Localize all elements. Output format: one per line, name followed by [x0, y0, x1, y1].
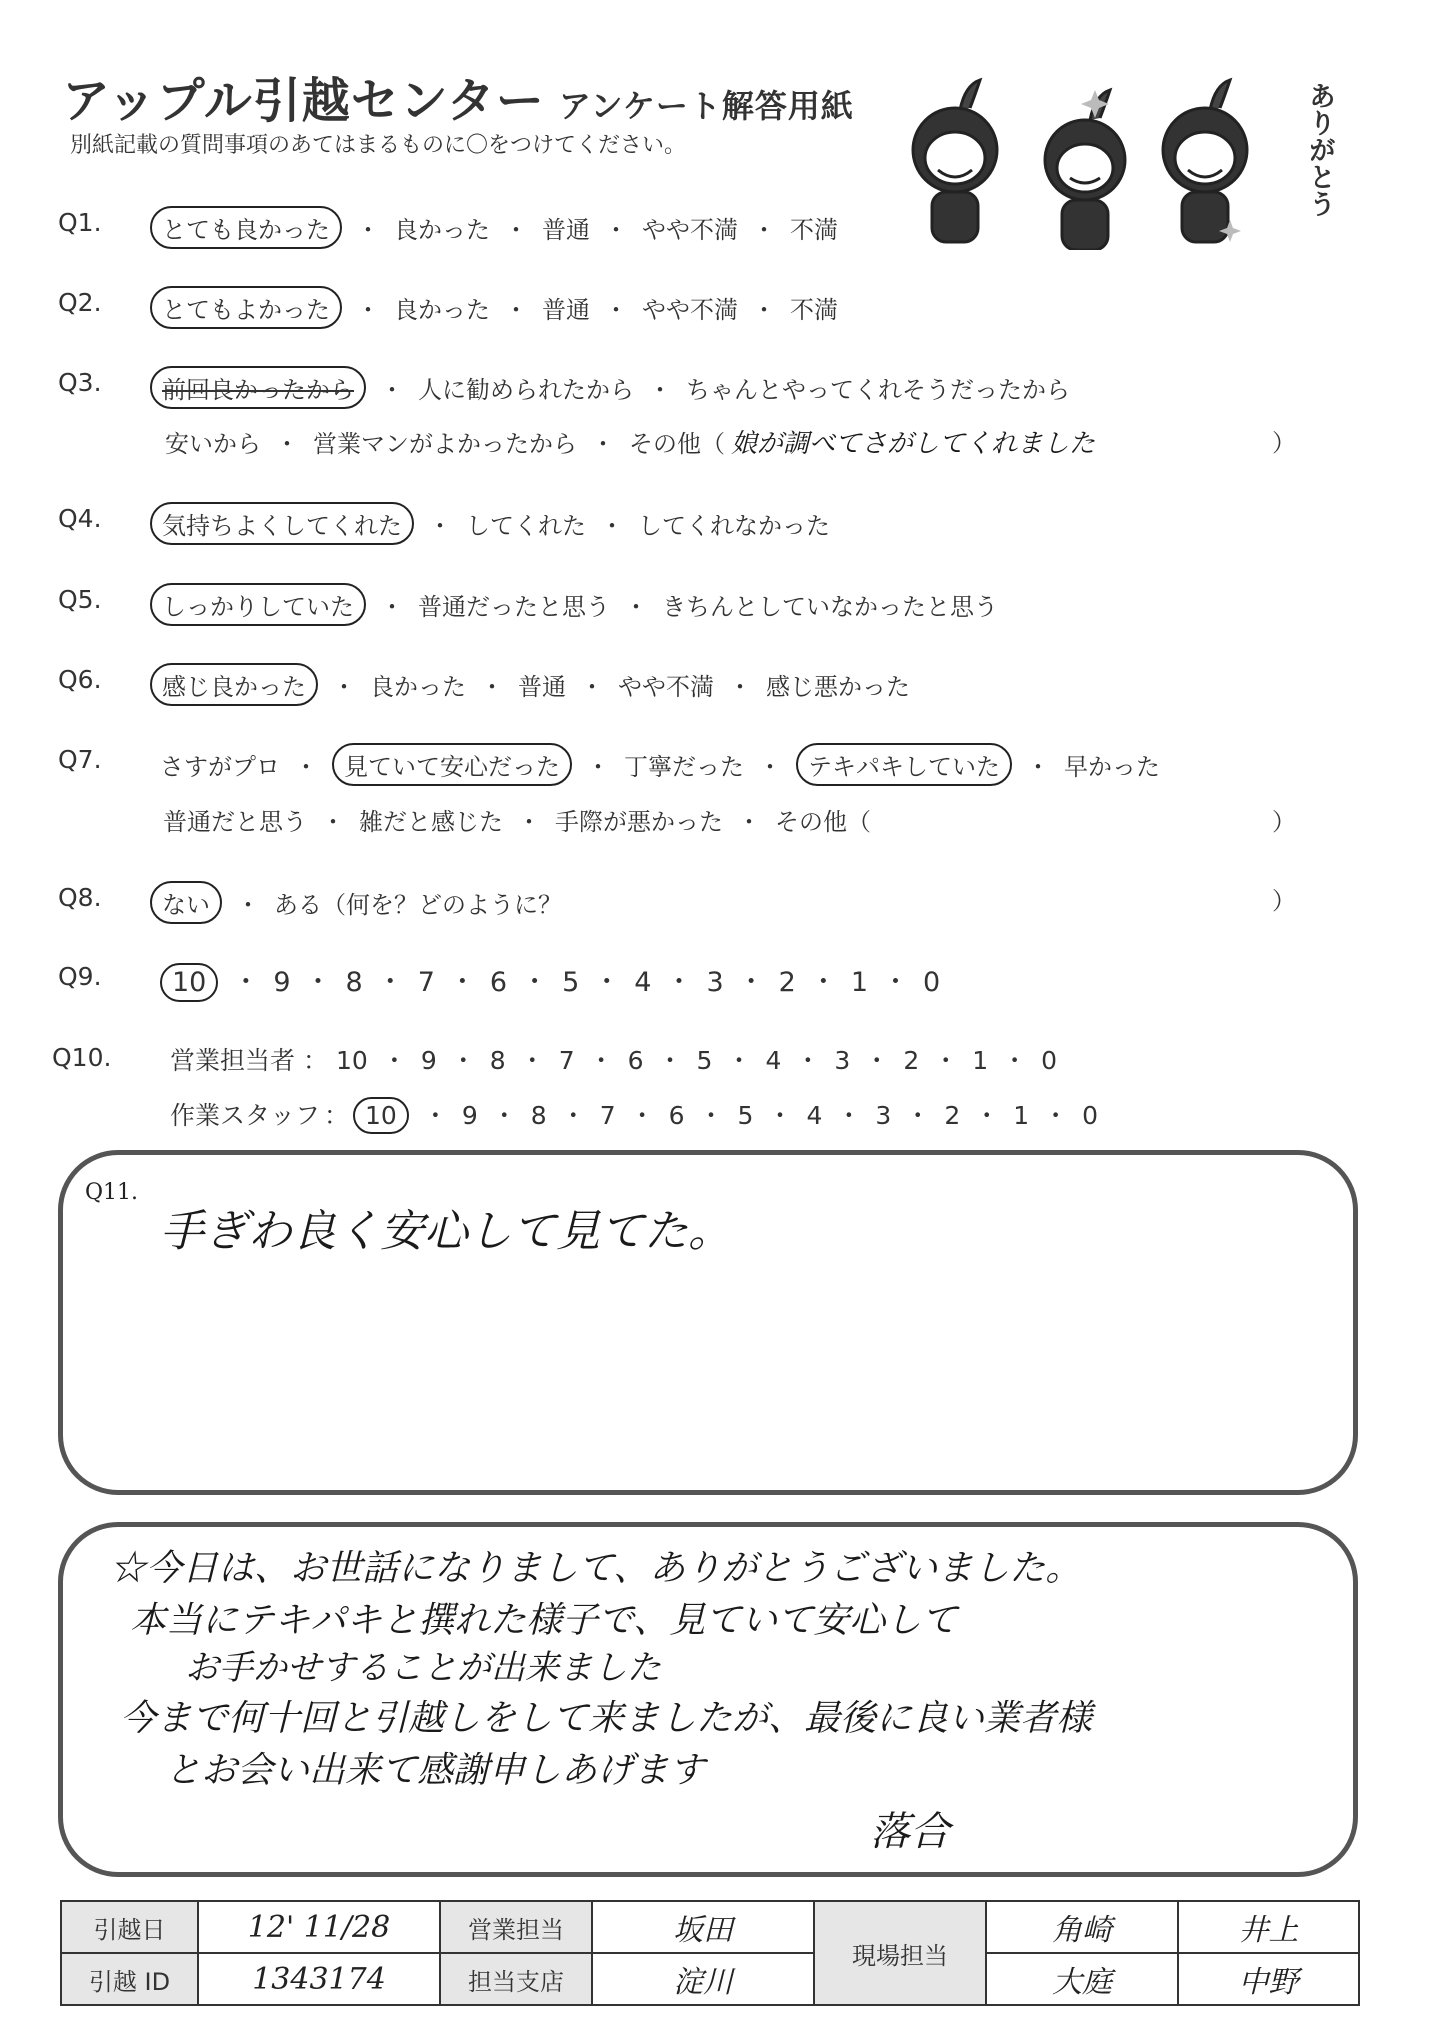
q7-option[interactable]: 見ていて安心だった [332, 743, 572, 786]
site-staff-value: 角崎 [986, 1901, 1178, 1953]
q9-score[interactable]: 5 [562, 967, 580, 998]
info-table [60, 1900, 1360, 2006]
move-date-label: 引越日 [61, 1901, 198, 1953]
monkey-icon [1163, 80, 1247, 242]
q9-score[interactable]: 2 [778, 967, 796, 998]
q6-option[interactable]: 感じ悪かった [766, 673, 910, 701]
q7-option[interactable]: さすがプロ [160, 753, 280, 781]
q7-option[interactable]: テキパキしていた [796, 743, 1012, 786]
site-staff-value: 中野 [1178, 1953, 1359, 2005]
q4-options: 気持ちよくしてくれた ・ してくれた ・ してくれなかった [150, 502, 830, 545]
q9-score[interactable]: 1 [850, 967, 869, 998]
q10-staff-score[interactable]: 3 [875, 1101, 892, 1130]
q10-staff-score[interactable]: 7 [599, 1101, 616, 1130]
q4-option[interactable]: してくれなかった [638, 512, 830, 540]
q6-option[interactable]: 感じ良かった [150, 663, 318, 706]
q4-option[interactable]: してくれた [466, 512, 586, 540]
q8-label: Q8. [58, 883, 102, 912]
comment-line: 今まで何十回と引越しをして来ましたが、最後に良い業者様 [120, 1698, 1093, 1739]
q10-sales-score[interactable]: 6 [627, 1046, 644, 1075]
move-id-value: 1343174 [198, 1953, 440, 2005]
comment-signature: 落合 [870, 1809, 950, 1855]
site-staff-value: 井上 [1178, 1901, 1359, 1953]
q5-option[interactable]: しっかりしていた [150, 583, 366, 626]
q6-options: 感じ良かった ・ 良かった ・ 普通 ・ やや不満 ・ 感じ悪かった [150, 663, 910, 706]
q10-staff-score[interactable]: 0 [1082, 1101, 1099, 1130]
q10-sales-score[interactable]: 3 [834, 1046, 851, 1075]
q2-options: とてもよかった ・ 良かった ・ 普通 ・ やや不満 ・ 不満 [150, 286, 838, 329]
q9-score[interactable]: 10 [160, 963, 218, 1002]
q10-staff-score[interactable]: 9 [461, 1101, 478, 1130]
branch-value: 淀川 [592, 1953, 814, 2005]
q10-sales-label: 営業担当者 [170, 1046, 296, 1075]
site-staff-value: 大庭 [986, 1953, 1178, 2005]
q7-option[interactable]: 早かった [1064, 753, 1160, 781]
q1-option[interactable]: 不満 [790, 216, 838, 244]
q10-colon: ： [324, 1101, 350, 1130]
q9-score[interactable]: 0 [923, 967, 941, 998]
q3-option[interactable]: 安いから [165, 430, 261, 458]
q10-staff-score[interactable]: 2 [944, 1101, 961, 1130]
q10-colon: ： [303, 1046, 329, 1075]
form-subtitle: アンケート解答用紙 [558, 87, 854, 125]
q3-label: Q3. [58, 368, 102, 397]
q7-option[interactable]: 丁寧だった [624, 753, 744, 781]
instruction-text: 別紙記載の質問事項のあてはまるものに〇をつけてください。 [70, 133, 687, 158]
q10-sales-score[interactable]: 1 [972, 1046, 989, 1075]
q3-option[interactable]: その他（ [629, 430, 725, 458]
q10-sales-score[interactable]: 4 [765, 1046, 782, 1075]
q9-scale: 10 ・ 9 ・ 8 ・ 7 ・ 6 ・ 5 ・ 4 ・ 3 ・ 2 ・ 1 ・ 0 [160, 960, 940, 1002]
q9-score[interactable]: 3 [706, 967, 724, 998]
comment-line: ☆今日は、お世話になりまして、ありがとうございました。 [110, 1548, 1082, 1589]
q2-option[interactable]: 普通 [542, 296, 590, 324]
move-date-value: 12' 11/28 [198, 1901, 440, 1953]
q7-option[interactable]: 手際が悪かった [555, 808, 723, 836]
q8-options: ない ・ ある（何を？どのように？ [150, 881, 562, 924]
q7-option[interactable]: その他（ [775, 808, 871, 836]
q3-options-line2: 安いから ・ 営業マンがよかったから ・ その他（ 娘が調べてさがしてくれました [165, 423, 1095, 460]
q3-other-answer: 娘が調べてさがしてくれました [731, 429, 1096, 459]
comment-line: お手かせすることが出来ました [185, 1648, 661, 1688]
q11-label: Q11. [85, 1180, 139, 1205]
q3-option[interactable]: ちゃんとやってくれそうだったから [686, 376, 1070, 404]
q10-staff-label: 作業スタッフ [170, 1101, 321, 1130]
monkey-icon [913, 80, 997, 242]
q2-option[interactable]: とてもよかった [150, 286, 342, 329]
q10-staff-score[interactable]: 6 [668, 1101, 685, 1130]
comment-line: 本当にテキパキと撰れた様子で、見ていて安心して [130, 1600, 958, 1641]
q7-options-line2: 普通だと思う ・ 雑だと感じた ・ 手際が悪かった ・ その他（ [163, 802, 871, 837]
q10-staff-score[interactable]: 8 [530, 1101, 547, 1130]
brand-name: アップル引越センター [62, 73, 545, 129]
q10-staff-row: 作業スタッフ ： 10 ・ 9 ・ 8 ・ 7 ・ 6 ・ 5 ・ 4 ・ 3 ・ 2 ・ 1 ・ 0 [170, 1096, 1098, 1134]
q3-option[interactable]: 営業マンがよかったから [313, 430, 577, 458]
q6-option[interactable]: 良かった [370, 673, 466, 701]
q1-options: とても良かった ・ 良かった ・ 普通 ・ やや不満 ・ 不満 [150, 206, 838, 249]
brand-title [62, 62, 854, 131]
q9-score[interactable]: 7 [417, 967, 435, 998]
q10-sales-score[interactable]: 9 [420, 1046, 437, 1075]
q3-options-line1: 前回良かったから ・ 人に勧められたから ・ ちゃんとやってくれそうだったから [150, 366, 1070, 409]
q1-label: Q1. [58, 208, 102, 237]
monkey-icon [1045, 90, 1125, 250]
q2-option[interactable]: 不満 [790, 296, 838, 324]
q10-sales-score[interactable]: 7 [558, 1046, 575, 1075]
q9-score[interactable]: 9 [273, 967, 291, 998]
q10-sales-score[interactable]: 5 [696, 1046, 713, 1075]
q1-option[interactable]: 良かった [394, 216, 490, 244]
q10-staff-score[interactable]: 4 [806, 1101, 823, 1130]
q10-label: Q10. [52, 1043, 112, 1072]
q2-option[interactable]: 良かった [394, 296, 490, 324]
q9-score[interactable]: 4 [634, 967, 652, 998]
q1-option[interactable]: とても良かった [150, 206, 342, 249]
q5-option[interactable]: 普通だったと思う [418, 593, 610, 621]
q8-close-paren: ） [1272, 887, 1296, 915]
q10-sales-score[interactable]: 2 [903, 1046, 920, 1075]
q9-label: Q9. [58, 962, 102, 991]
q11-answer: 手ぎわ良く安心して見てた。 [160, 1206, 732, 1257]
site-staff-label: 現場担当 [814, 1901, 986, 2005]
q1-option[interactable]: 普通 [542, 216, 590, 244]
q7-options-line1: さすがプロ ・ 見ていて安心だった ・ 丁寧だった ・ テキパキしていた ・ 早かった [160, 743, 1160, 786]
q10-sales-score[interactable]: 10 [336, 1046, 368, 1075]
q10-sales-score[interactable]: 0 [1041, 1046, 1058, 1075]
q7-option[interactable]: 雑だと感じた [359, 808, 503, 836]
q10-staff-score[interactable]: 10 [353, 1097, 409, 1134]
q9-score[interactable]: 6 [489, 967, 508, 998]
q3-option[interactable]: 人に勧められたから [418, 376, 634, 404]
sales-label: 営業担当 [440, 1901, 592, 1953]
q5-options: しっかりしていた ・ 普通だったと思う ・ きちんとしていなかったと思う [150, 583, 998, 626]
q4-option[interactable]: 気持ちよくしてくれた [150, 502, 414, 545]
q1-option[interactable]: やや不満 [642, 216, 738, 244]
q8-option[interactable]: ない [150, 881, 222, 924]
q6-label: Q6. [58, 665, 102, 694]
move-id-label: 引越 ID [61, 1953, 198, 2005]
q6-option[interactable]: 普通 [518, 673, 566, 701]
q5-option[interactable]: きちんとしていなかったと思う [662, 593, 998, 621]
q4-label: Q4. [58, 504, 102, 533]
q10-sales-score[interactable]: 8 [489, 1046, 506, 1075]
q10-staff-score[interactable]: 5 [737, 1101, 754, 1130]
thanks-text: ありがとう [1304, 82, 1335, 217]
q7-close-paren: ） [1272, 808, 1296, 836]
q3-close-paren: ） [1272, 429, 1296, 457]
q2-label: Q2. [58, 288, 102, 317]
q3-option[interactable]: 前回良かったから [150, 366, 366, 409]
q9-score[interactable]: 8 [345, 967, 363, 998]
q6-option[interactable]: やや不満 [618, 673, 714, 701]
sales-value: 坂田 [592, 1901, 814, 1953]
q10-staff-score[interactable]: 1 [1013, 1101, 1030, 1130]
q7-label: Q7. [58, 745, 102, 774]
q7-option[interactable]: 普通だと思う [163, 808, 307, 836]
q5-label: Q5. [58, 585, 102, 614]
q10-sales-row: 営業担当者 ： 10 ・ 9 ・ 8 ・ 7 ・ 6 ・ 5 ・ 4 ・ 3 ・ 2 ・ 1 ・ 0 [170, 1041, 1057, 1077]
q8-option[interactable]: ある（何を？どのように？ [274, 891, 562, 919]
comment-line: とお会い出来て感謝申しあげます [165, 1750, 706, 1791]
q2-option[interactable]: やや不満 [642, 296, 738, 324]
branch-label: 担当支店 [440, 1953, 592, 2005]
